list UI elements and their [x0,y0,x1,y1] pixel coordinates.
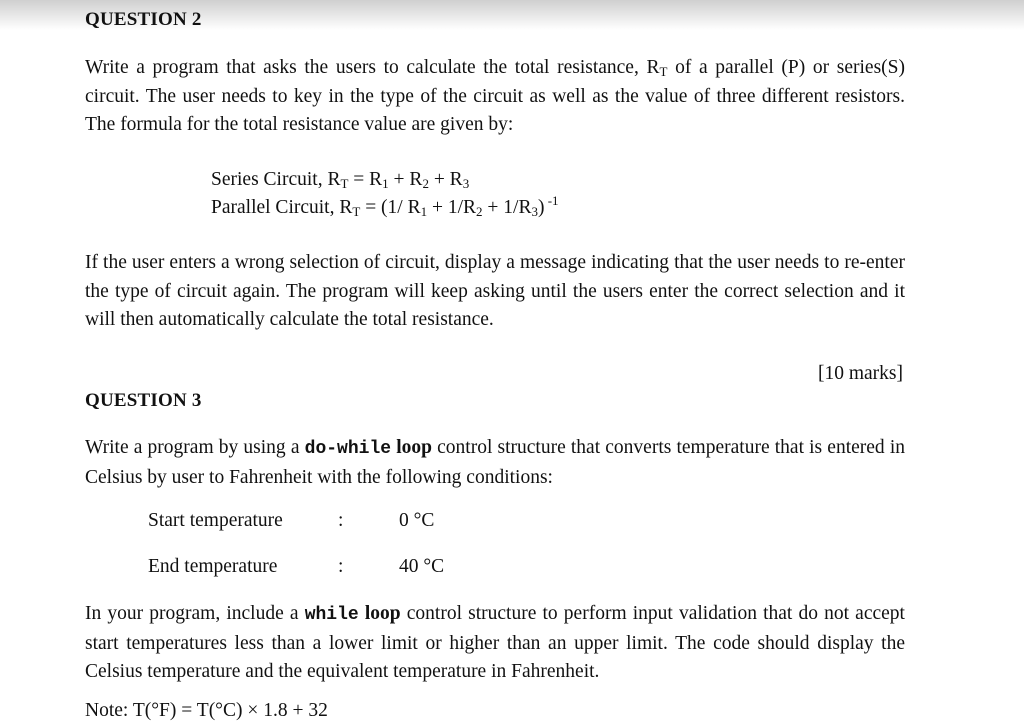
question-2-marks: [10 marks] [817,363,903,384]
condition-colon: : [338,510,344,531]
condition-value: 40 °C [399,556,445,577]
series-formula: Series Circuit, $R_T = R_1 + R_2 + R_3$ [211,169,470,191]
question-3-intro: Write a program by using a do-while loop control structure that converts temperature that is entered in Celsius by user to Fahrenheit with the following conditions: [85,437,905,488]
parallel-formula: Parallel Circuit, $R_T = (1/$ $R_1 + 1/R_2 + 1/R_3$) $^{-1}$ [211,193,559,219]
cut-off-note: Note: T(°F) = T(°C) × 1.8 + 32 [85,700,328,721]
question-2-heading: QUESTION 2 [85,9,202,30]
question-2-intro: Write a program that asks the users to calculate the total resistance, $R_T$ of a parallel (P) or series(S) circuit. The user needs to key in the type of the circuit as well as the value of three different resistors. The formula for the total resistance value are given by: [85,57,906,135]
condition-value: 0 °C [399,510,435,531]
condition-colon: : [338,556,344,577]
question-2-validation-paragraph: If the user enters a wrong selection of circuit, display a message indicating that the user needs to re-enter the type of circuit again. The program will keep asking until the users enter the correct selection and it will then automatically calculate the total resistance. [85,252,905,330]
while-code: while [304,605,359,625]
question-3-validation-paragraph: In your program, include a while loop control structure to perform input validation that do not accept start temperatures less than a lower limit or higher than an upper limit. The code should display the Celsius temperature and the equivalent temperature in Fahrenheit. [85,603,905,682]
condition-label: Start temperature [148,510,283,531]
condition-label: End temperature [148,556,278,577]
question-3-heading: QUESTION 3 [85,390,202,411]
do-while-code: do-while [304,439,392,459]
